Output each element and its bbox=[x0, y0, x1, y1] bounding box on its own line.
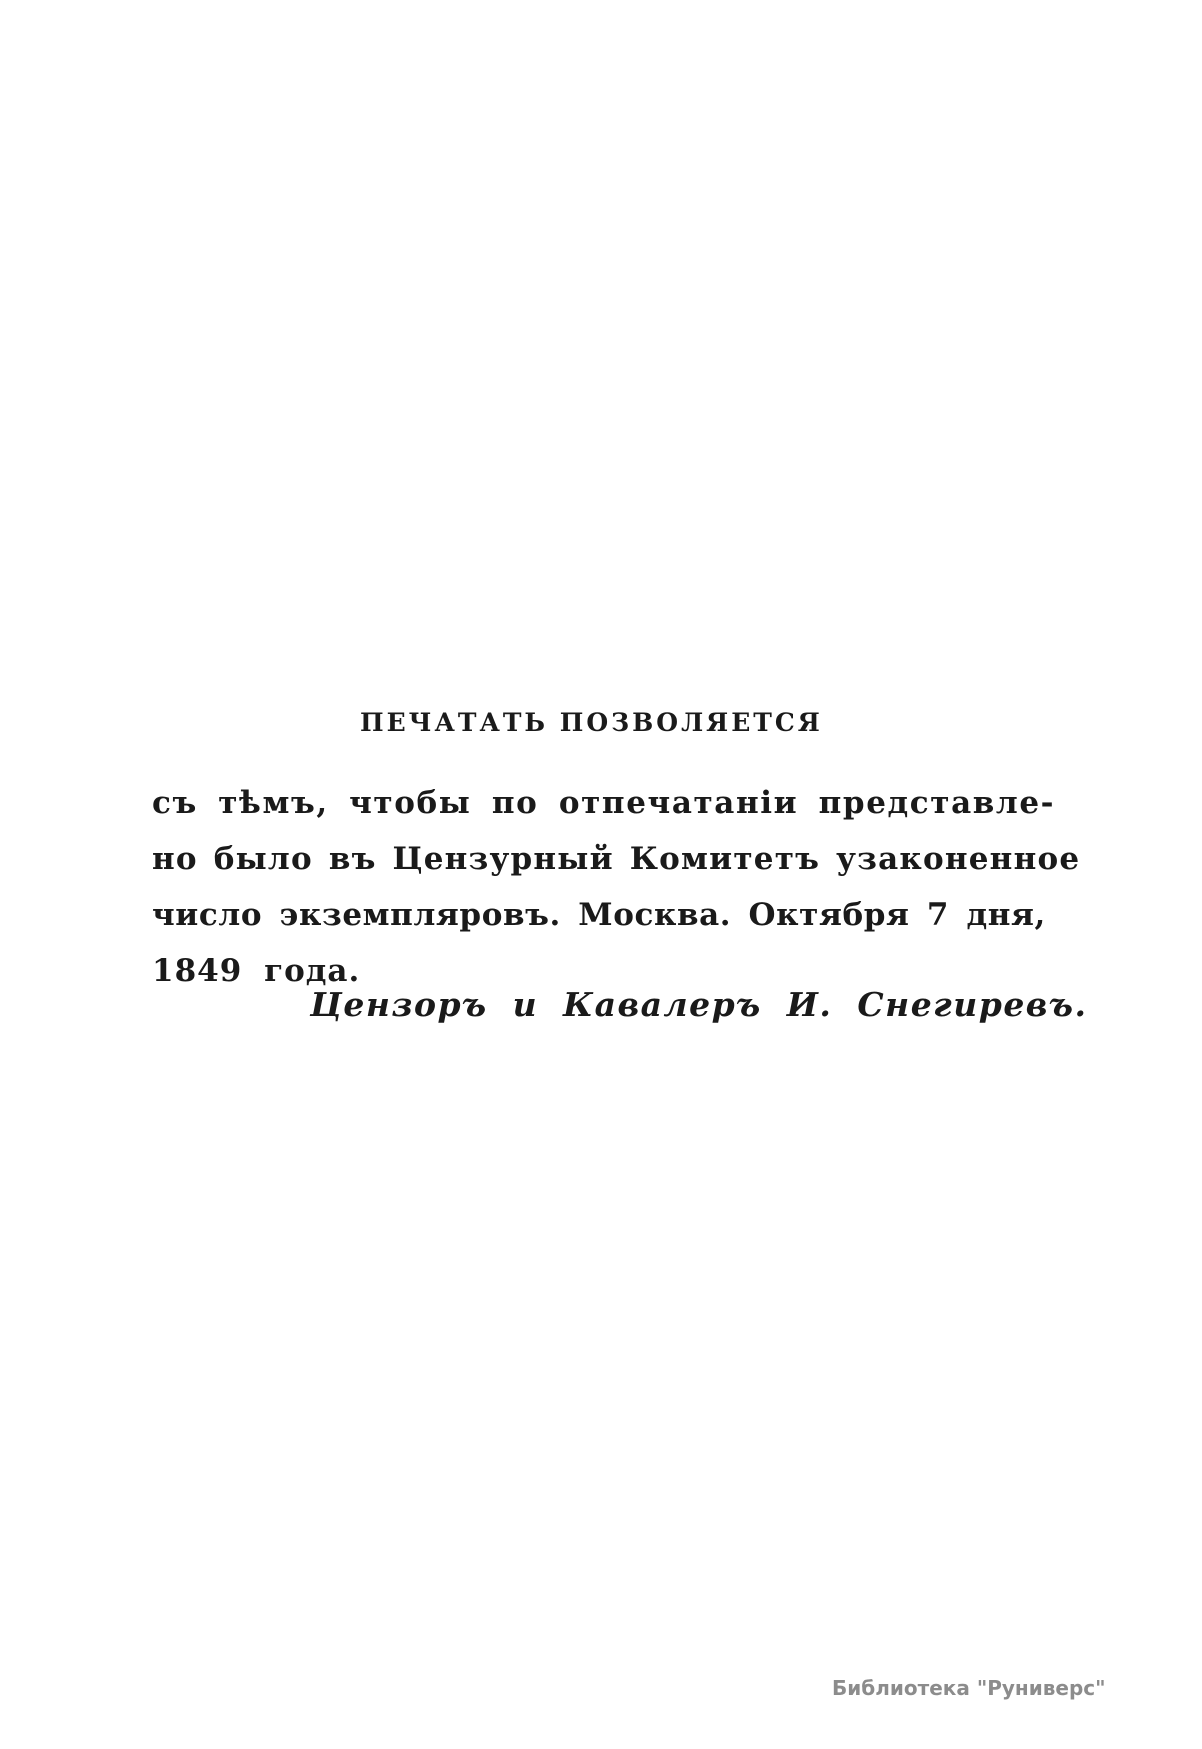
censorship-text bbox=[152, 775, 1081, 999]
body-line: съ тѣмъ, чтобы по отпечатаніи представле- bbox=[152, 785, 1056, 821]
body-line: но было въ Цензурный Комитетъ узаконенное bbox=[152, 841, 1081, 877]
body-line: 1849 года. bbox=[152, 953, 361, 989]
library-watermark: Библиотека "Руниверс" bbox=[832, 1676, 1106, 1700]
permission-heading: ПЕЧАТАТЬ ПОЗВОЛЯЕТСЯ bbox=[360, 708, 823, 737]
body-line: число экземпляровъ. Москва. Октября 7 дня, bbox=[152, 897, 1046, 933]
censor-signature: Цензоръ и Кавалеръ И. Снегиревъ. bbox=[310, 985, 1088, 1024]
